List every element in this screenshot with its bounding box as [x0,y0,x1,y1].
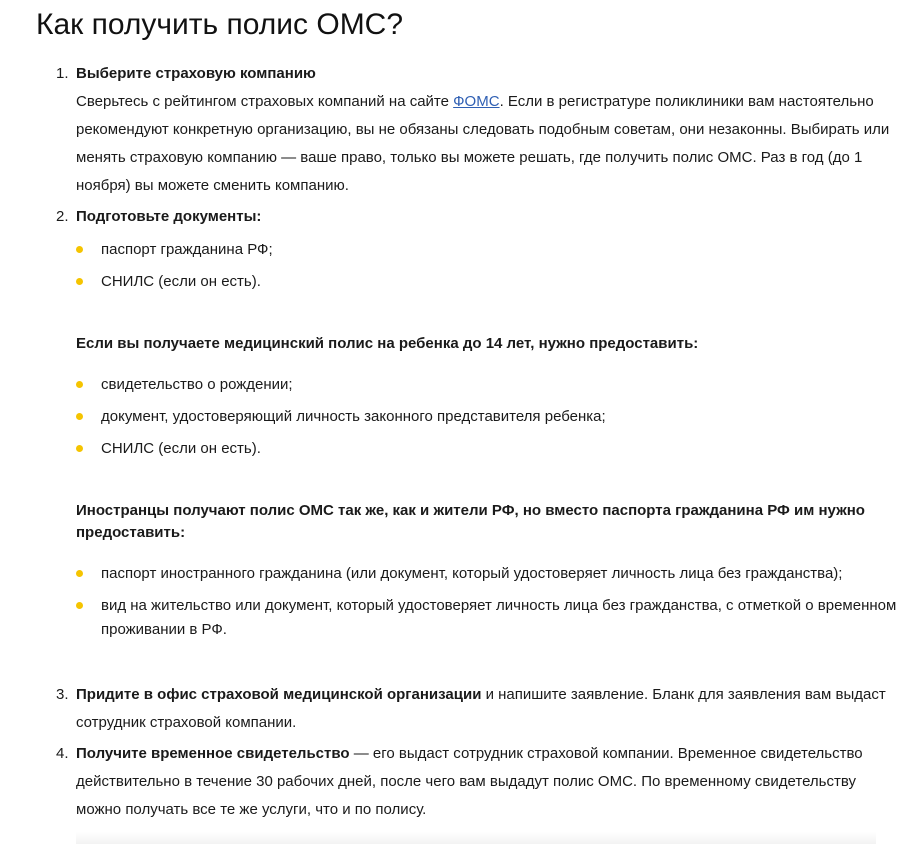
bullet-dot-icon [76,445,83,452]
step-3-text: и напишите заявление. Бланк для заявления вам выдаст сотрудник страховой компании. [76,686,886,731]
list-item [76,405,901,429]
step-3 [76,681,898,737]
list-item-text: СНИЛС (если он есть). [101,273,261,290]
list-item-text: СНИЛС (если он есть). [101,440,261,457]
step-1-number: 1. [56,65,69,82]
step-4-bold: Получите временное свидетельство [76,745,350,762]
list-item [76,373,901,397]
step-1-text-after-link: . Если в регистратуре поликлиники вам настоятельно рекомендуют конкретную организацию, вы не обязаны следовать подобным советам, они незаконны. Выбирать или менять страховую компанию — ваше право, только вы можете решать, где получить полис ОМС. Раз в год (до 1 ноября) вы можете сменить компанию. [76,93,890,194]
list-item-text: свидетельство о рождении; [101,376,293,393]
step-1-text-before-link: Сверьтесь с рейтингом страховых компаний на сайте [76,93,454,110]
child-documents-heading: Если вы получаете медицинский полис на ребенка до 14 лет, нужно предоставить: [76,335,699,352]
bottom-fade [76,832,876,844]
list-item [76,270,901,294]
step-4-number: 4. [56,745,69,762]
list-item-text: вид на жительство или документ, который удостоверяет личность лица без гражданства, с отметкой о временном проживании в РФ. [101,597,897,638]
step-2-heading-wrap [76,203,898,231]
step-1 [76,60,898,200]
bullet-dot-icon [76,246,83,253]
foreign-documents-list [76,562,901,650]
step-4 [76,740,898,824]
documents-list [76,238,901,302]
step-2-number: 2. [56,208,69,225]
foreign-documents-heading: Иностранцы получают полис ОМС так же, как и жители РФ, но вместо паспорта гражданина РФ им нужно предоставить: [76,502,865,541]
bullet-dot-icon [76,413,83,420]
step-1-heading: Выберите страховую компанию [76,65,316,82]
child-documents-list [76,373,901,469]
bullet-dot-icon [76,381,83,388]
bullet-dot-icon [76,602,83,609]
step-3-bold: Придите в офис страховой медицинской организации [76,686,482,703]
foms-link[interactable]: ФОМС [453,93,500,110]
step-4-text: — его выдаст сотрудник страховой компании. Временное свидетельство действительно в течение 30 рабочих дней, после чего вам выдадут полис ОМС. По временному свидетельству можно получать все те же услуги, что и по полису. [76,745,863,818]
bullet-dot-icon [76,278,83,285]
list-item [76,594,901,642]
list-item [76,238,901,262]
page-title: Как получить полис ОМС? [36,8,404,41]
list-item-text: документ, удостоверяющий личность законного представителя ребенка; [101,408,606,425]
step-2-heading: Подготовьте документы: [76,208,262,225]
list-item [76,437,901,461]
bullet-dot-icon [76,570,83,577]
step-3-number: 3. [56,686,69,703]
list-item-text: паспорт гражданина РФ; [101,241,273,258]
list-item-text: паспорт иностранного гражданина (или документ, который удостоверяет личность лица без гражданства); [101,565,843,582]
list-item [76,562,901,586]
